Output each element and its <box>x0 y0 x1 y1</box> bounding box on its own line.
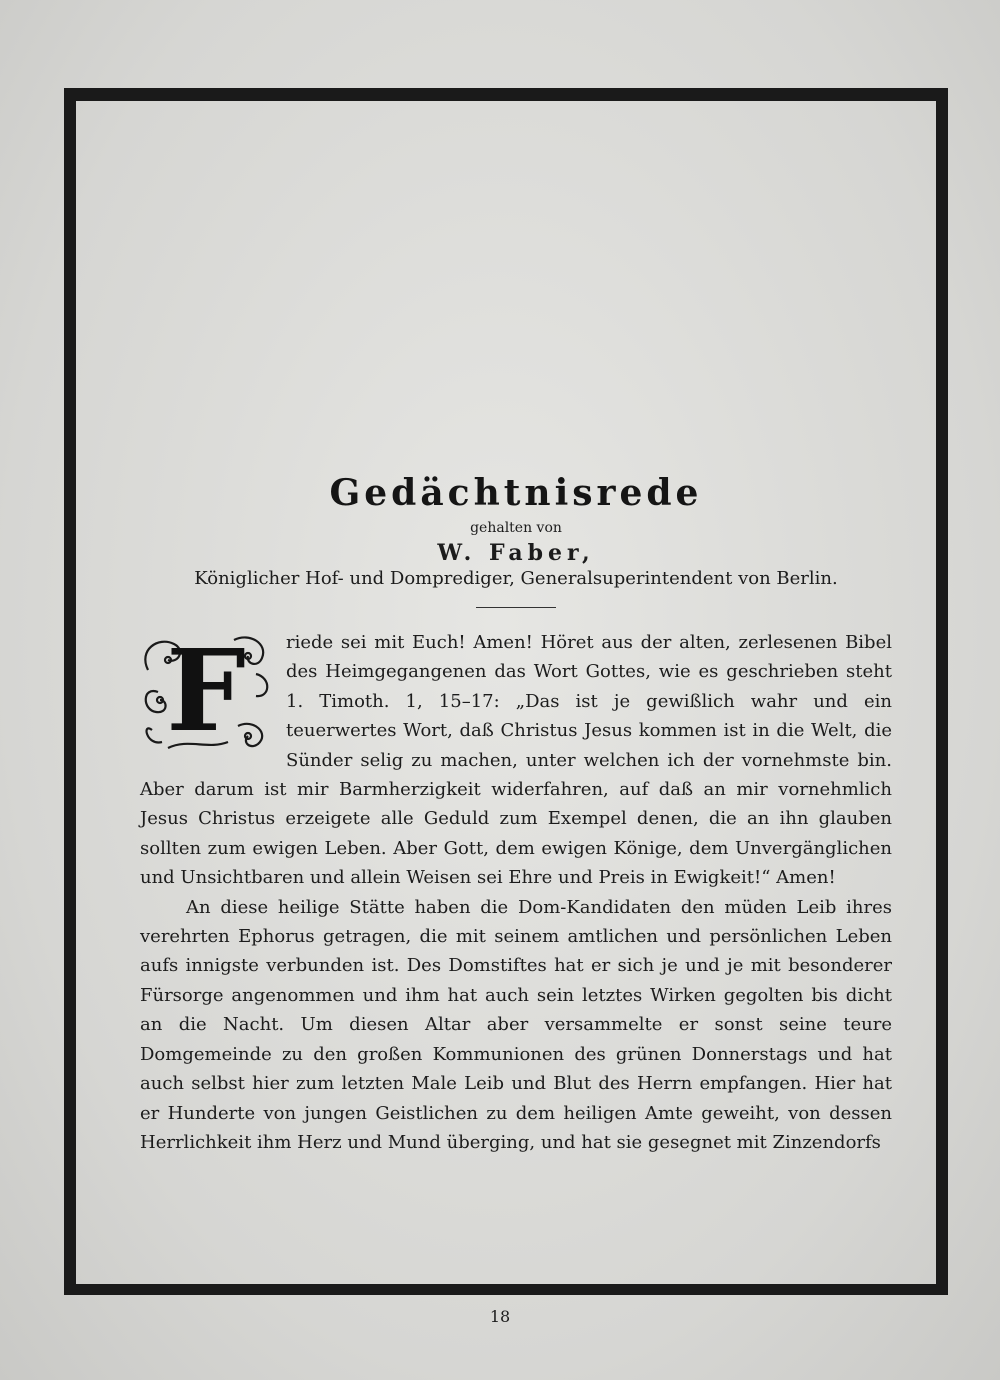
paragraph-2: An diese heilige Stätte haben die Dom-Kandidaten den müden Leib ihres verehrten Ephorus getragen, die mit seinem amtlichen und persönlichen Leben aufs innigste verbunden ist. Des Domstiftes hat er sich je und je mit besonderer Fürsorge angenommen und ihm hat auch sein letztes Wirken gegolten bis dicht an die Nacht. Um diesen Altar aber versammelte er sonst seine teure Domgemeinde zu den großen Kommunionen des grünen Donnerstags und hat auch selbst hier zum letzten Male Leib und Blut des Herrn empfangen. Hier hat er Hunderte von jungen Geistlichen zu dem heiligen Amte geweiht, von dessen Herrlichkeit ihm Herz und Mund überging, und hat sie gesegnet mit Zinzendorfs <box>140 896 892 1153</box>
document-subtitle: gehalten von <box>470 520 562 536</box>
page-content <box>140 472 892 1157</box>
paragraph-1: riede sei mit Euch! Amen! Höret aus der alten, zerlesenen Bibel des Heimgegangenen das Wort Gottes, wie es geschrieben steht 1. Timoth. 1, 15–17: „Das ist je gewißlich wahr und ein teuerwertes Wort, daß Christus Jesus kommen ist in die Welt, die Sünder selig zu machen, unter welchen ich der vornehmste bin. Aber darum ist mir Barmherzigkeit widerfahren, auf daß an mir vornehmlich Jesus Christus erzeigete alle Geduld zum Exempel denen, die an ihn glauben sollten zum ewigen Leben. Aber Gott, dem ewigen Könige, dem Unvergänglichen und Unsichtbaren und allein Weisen sei Ehre und Preis in Ewigkeit!“ Amen! <box>140 632 892 889</box>
page-number: 18 <box>489 1307 511 1326</box>
document-title: Gedächtnisrede <box>329 472 703 514</box>
title-divider <box>476 607 556 608</box>
body-text <box>140 628 892 1157</box>
author-name: W. Faber, <box>437 540 595 566</box>
ornamental-initial-icon <box>138 630 274 752</box>
author-title: Königlicher Hof- und Domprediger, Generalsuperintendent von Berlin. <box>194 568 838 589</box>
svg-text:F: F <box>166 630 246 752</box>
